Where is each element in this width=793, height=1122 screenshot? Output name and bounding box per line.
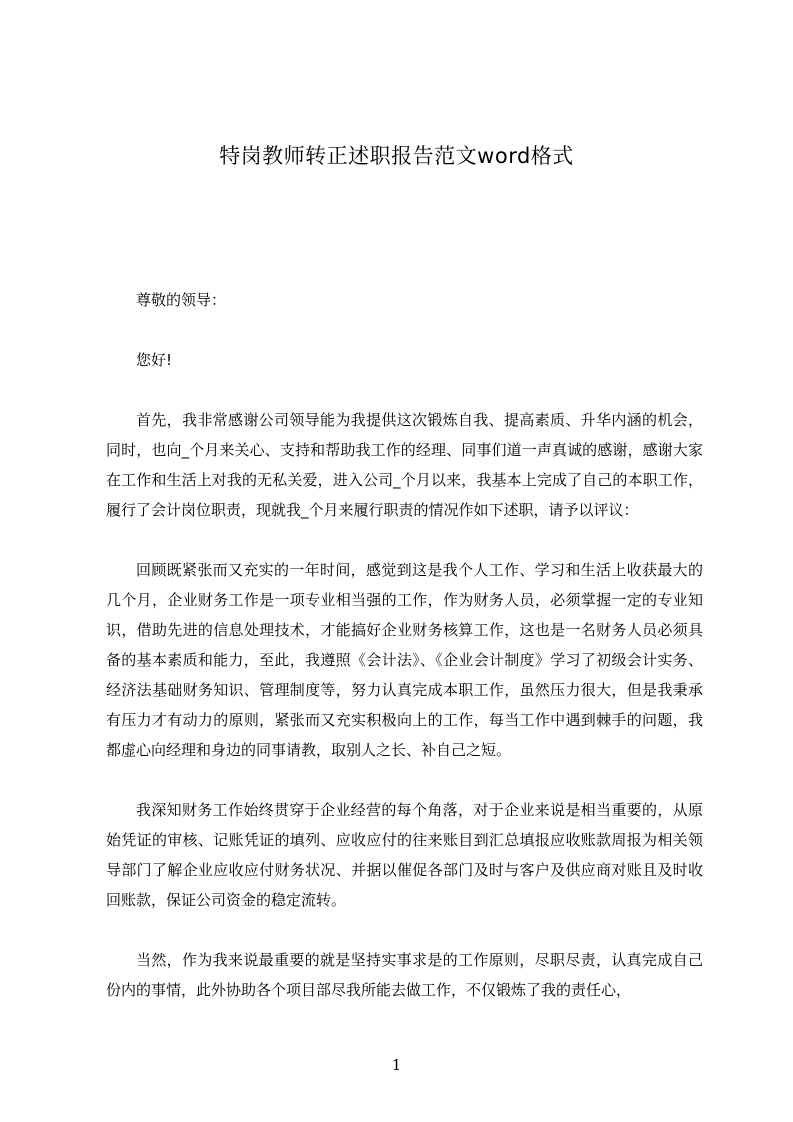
paragraph-review: 回顾既紧张而又充实的一年时间，感觉到这是我个人工作、学习和生活上收获最大的几个月，企业财务工作是一项专业相当强的工作，作为财务人员，必须掌握一定的专业知识，借助先进的信息处理技术，才能搞好企业财务核算工作，这也是一名财务人员必须具备的基本素质和能力，至此，我遵照《会计法》、《企业会计制度》学习了初级会计实务、经济法基础财务知识、管理制度等，努力认真完成本职工作，虽然压力很大，但是我秉承有压力才有动力的原则，紧张而又充实积极向上的工作，每当工作中遇到棘手的问题，我都虚心向经理和身边的同事请教，取别人之长、补自己之短。 [106,561,703,759]
hello-line: 您好! [136,351,173,369]
document-body [106,285,703,1035]
paragraph-finance-role: 我深知财务工作始终贯穿于企业经营的每个角落，对于企业来说是相当重要的，从原始凭证的审核、记账凭证的填列、应收应付的往来账目到汇总填报应收账款周报为相关领导部门了解企业应收应付财务状况、并据以催促各部门及时与客户及供应商对账且及时收回账款，保证公司资金的稳定流转。 [106,801,703,909]
paragraph-intro: 首先，我非常感谢公司领导能为我提供这次锻炼自我、提高素质、升华内涵的机会，同时，也向_个月来关心、支持和帮助我工作的经理、同事们道一声真诚的感谢，感谢大家在工作和生活上对我的无私关爱，进入公司_个月以来，我基本上完成了自己的本职工作，履行了会计岗位职责，现就我_个月来履行职责的情况作如下述职，请予以评议： [106,411,703,519]
document-title: 特岗教师转正述职报告范文word格式 [219,144,574,168]
paragraph-principles: 当然，作为我来说最重要的就是坚持实事求是的工作原则，尽职尽责，认真完成自己份内的事情，此外协助各个项目部尽我所能去做工作，不仅锻炼了我的责任心， [106,951,703,999]
greeting-line: 尊敬的领导： [136,291,227,309]
page-number: 1 [391,1056,402,1074]
